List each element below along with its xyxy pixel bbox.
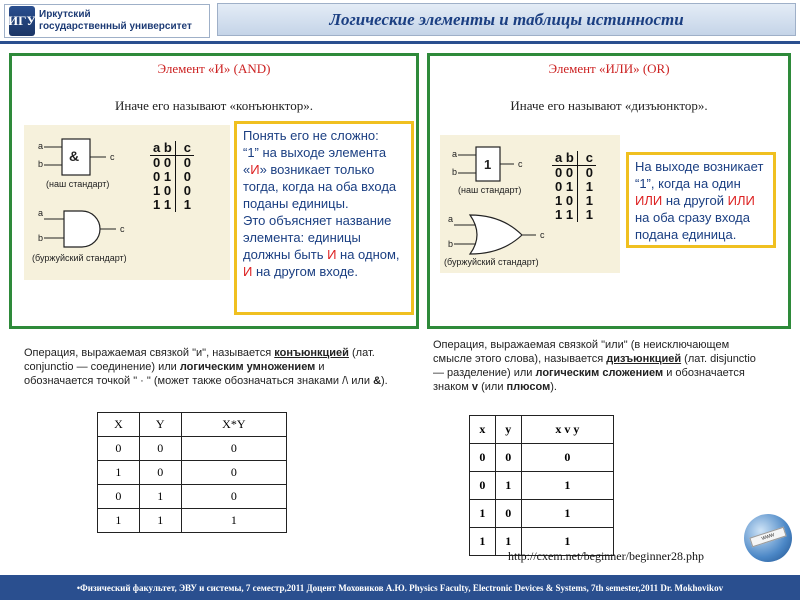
svg-text:a: a (38, 141, 44, 151)
globe-label: www (749, 527, 786, 548)
conjunction-table: X Y X*Y 0 0 0 1 0 0 0 1 0 1 1 1 (97, 412, 287, 533)
svg-text:b: b (38, 159, 44, 169)
svg-text:a: a (448, 214, 454, 224)
or-symbol: 1 (484, 157, 492, 172)
table-row: 0 1 1 (470, 472, 614, 500)
svg-text:b: b (38, 233, 44, 243)
and-symbol: & (69, 148, 80, 164)
or-subtitle: Иначе его называют «дизъюнктор». (510, 98, 708, 113)
and-truth-table: a b c 0 0 0 0 1 0 1 0 0 1 1 1 (150, 141, 194, 212)
table-row: 0 0 0 (98, 437, 287, 461)
svg-text:a: a (452, 149, 458, 159)
or-panel (427, 53, 791, 329)
svg-text:c: c (110, 152, 115, 162)
and-caption-bourgeois: (буржуйский стандарт) (32, 253, 127, 263)
and-panel (9, 53, 419, 329)
or-caption-ours: (наш стандарт) (458, 185, 522, 195)
and-gate-figure (24, 125, 230, 280)
svg-text:c: c (518, 159, 523, 169)
or-caption-bourgeois: (буржуйский стандарт) (444, 257, 539, 267)
or-description: Операция, выражаемая связкой "или" (в неисключающем смысле этого слова), называется дизъюнкцией (лат. disjunctio — разделение) или логическим сложением и обозначается знаком v (или плюсом). (433, 339, 756, 393)
and-title: Элемент «И» (AND) (157, 61, 271, 76)
page-title: Логические элементы и таблицы истинности (329, 9, 684, 29)
table-row: 0 0 0 (470, 444, 614, 472)
or-truth-table: a b c 0 0 0 0 1 1 1 0 1 1 1 1 (552, 151, 596, 222)
logo-text: Иркутский государственный университет (39, 9, 192, 32)
or-title: Элемент «ИЛИ» (OR) (548, 61, 670, 76)
table-row: 1 0 0 (98, 461, 287, 485)
crest-icon: ИГУ (9, 6, 35, 36)
and-subtitle: Иначе его называют «конъюнктор». (115, 98, 313, 113)
title-divider (0, 41, 800, 44)
svg-text:c: c (540, 230, 545, 240)
title-bar (217, 3, 796, 36)
svg-text:b: b (452, 167, 458, 177)
and-description: Операция, выражаемая связкой "и", называется конъюнкцией (лат. conjunctio — соединение) или логическим умножением и обозначается точкой " · " (может также обозначаться знаками /\ или &). (24, 347, 388, 387)
and-gate-diagrams (24, 125, 230, 280)
table-row: 1 1 1 (98, 509, 287, 533)
or-explanation-box: На выходе возникает “1”, когда на один ИЛИ на другой ИЛИ на оба сразу входа подана единица. (626, 152, 776, 248)
svg-text:c: c (120, 224, 125, 234)
table-row: 0 1 0 (98, 485, 287, 509)
and-caption-ours: (наш стандарт) (46, 179, 110, 189)
svg-text:b: b (448, 239, 454, 249)
disjunction-table: x y x v y 0 0 0 0 1 1 1 0 1 1 1 1 (469, 415, 614, 556)
svg-text:a: a (38, 208, 44, 218)
university-logo (4, 4, 210, 38)
globe-icon (744, 514, 792, 562)
footer: •Физический факультет, ЭВУ и системы, 7 семестр,2011 Доцент Моховиков А.Ю. Physics Faculty, Electronic Devices & Systems, 7th semester,2011 Dr. Mokhovikov (0, 575, 800, 600)
and-explanation-box: Понять его не сложно: “1” на выходе элемента «И» возникает только тогда, когда на оба входа поданы единицы. Это объясняет название элемента: единицы должны быть И на одном, И на другом входе. (234, 121, 414, 315)
table-row: 1 0 1 (470, 500, 614, 528)
source-link[interactable]: http://cxem.net/beginner/beginner28.php (508, 549, 704, 563)
table-row: 1 1 1 (470, 528, 614, 556)
